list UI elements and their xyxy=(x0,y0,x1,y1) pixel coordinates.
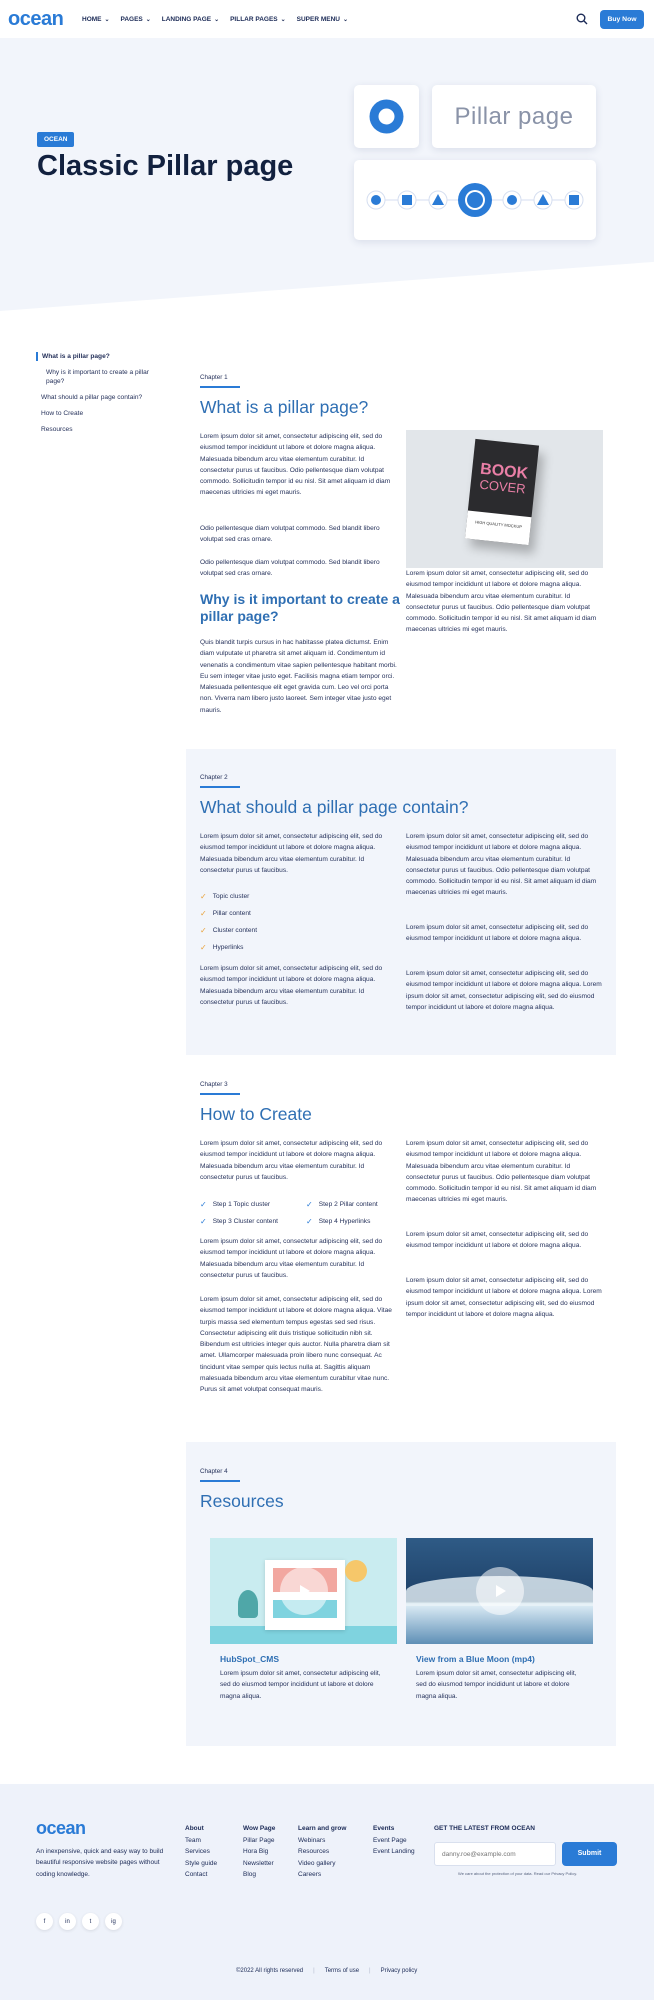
footer-col-learn: Learn and grow Webinars Resources Video gallery Careers xyxy=(298,1825,346,1880)
book-subtitle: COVER xyxy=(478,476,527,497)
privacy-link[interactable]: Privacy policy xyxy=(380,1968,418,1974)
paragraph: Lorem ipsum dolor sit amet, consectetur adipiscing elit, sed do eiusmod tempor incididunt ut labore et dolore magna aliqua. Malesuada bibendum arcu vitae elementum curabitur. Id consectetur purus ut faucibus. xyxy=(200,833,383,874)
list-item: ✓ Pillar content xyxy=(200,909,251,918)
resource-text: Lorem ipsum dolor sit amet, consectetur adipiscing elit, sed do eiusmod tempor incididunt ut labore et dolore magna aliqua. xyxy=(416,1670,577,1700)
check-icon: ✓ xyxy=(306,1217,313,1226)
footer-link[interactable]: Pillar Page xyxy=(243,1837,275,1844)
list-item: ✓ Cluster content xyxy=(200,926,258,935)
chapter-label: Chapter 4 xyxy=(200,1468,228,1475)
video-thumbnail-blue-moon[interactable] xyxy=(406,1538,593,1644)
nav-landing-page[interactable]: LANDING PAGE ⌄ xyxy=(161,16,220,23)
toc-item[interactable]: What is a pillar page? xyxy=(36,352,166,361)
section-title: How to Create xyxy=(200,1104,312,1124)
chapter-underline xyxy=(200,786,240,788)
section-title: What should a pillar page contain? xyxy=(200,797,469,817)
check-icon: ✓ xyxy=(200,1200,207,1209)
paragraph: Lorem ipsum dolor sit amet, consectetur adipiscing elit, sed do eiusmod tempor incididunt ut labore et dolore magna aliqua. xyxy=(406,1231,589,1250)
section-title: Resources xyxy=(200,1491,284,1511)
play-icon[interactable] xyxy=(280,1567,328,1615)
paragraph: Odio pellentesque diam volutpat commodo. Sed blandit libero volutpat sed cras ornare. xyxy=(200,525,380,544)
hero-card-label: Pillar page xyxy=(454,103,574,130)
submit-button[interactable]: Submit xyxy=(562,1842,617,1866)
chapter-underline xyxy=(200,386,240,388)
footer-col-about: About Team Services Style guide Contact xyxy=(185,1825,217,1880)
email-input[interactable] xyxy=(434,1842,556,1866)
paragraph: Lorem ipsum dolor sit amet, consectetur adipiscing elit, sed do eiusmod tempor incididunt ut labore et dolore magna aliqua. Lorem ipsum dolor sit amet, consectetur adipiscing elit, sed do eiusmod tempor incididunt ut labore et dolore magna aliqua. xyxy=(406,1277,602,1318)
footer-col-events: Events Event Page Event Landing xyxy=(373,1825,415,1858)
footer-link[interactable]: Newsletter xyxy=(243,1859,274,1867)
check-icon: ✓ xyxy=(306,1200,313,1209)
hero-shapes-card xyxy=(354,160,596,240)
linkedin-icon[interactable]: in xyxy=(59,1913,76,1930)
hero-icon-card xyxy=(354,85,419,148)
play-icon[interactable] xyxy=(476,1567,524,1615)
paragraph: Lorem ipsum dolor sit amet, consectetur adipiscing elit, sed do eiusmod tempor incididunt ut labore et dolore magna aliqua. Lorem ipsum dolor sit amet, consectetur adipiscing elit, sed do eiusmod tempor incididunt ut labore et dolore magna aliqua. xyxy=(406,970,602,1011)
search-icon[interactable] xyxy=(576,13,588,25)
check-icon: ✓ xyxy=(200,892,207,901)
check-icon: ✓ xyxy=(200,1217,207,1226)
resource-title[interactable]: View from a Blue Moon (mp4) xyxy=(416,1654,535,1664)
chevron-down-icon: ⌄ xyxy=(145,17,151,23)
list-item: ✓ Step 2 Pillar content xyxy=(306,1200,378,1209)
paragraph: Lorem ipsum dolor sit amet, consectetur adipiscing elit, sed do eiusmod tempor incididunt ut labore et dolore magna aliqua. Malesuada bibendum arcu vitae elementum curabitur. Id consectetur purus ut faucibus. xyxy=(200,965,383,1006)
check-icon: ✓ xyxy=(200,943,207,952)
hero-label-card xyxy=(432,85,596,148)
list-item: ✓ Step 1 Topic cluster xyxy=(200,1200,271,1209)
check-icon: ✓ xyxy=(200,909,207,918)
chapter-4 xyxy=(200,1468,240,1482)
book-mockup-image xyxy=(406,430,603,568)
chapter-label: Chapter 2 xyxy=(200,774,228,781)
buy-now-button[interactable]: Buy Now xyxy=(600,10,644,29)
paragraph: Lorem ipsum dolor sit amet, consectetur adipiscing elit, sed do eiusmod tempor incididunt ut labore et dolore magna aliqua. Malesuada bibendum arcu vitae elementum curabitur. Id consectetur purus ut faucibus. xyxy=(200,1238,383,1279)
paragraph: Lorem ipsum dolor sit amet, consectetur adipiscing elit, sed do eiusmod tempor incididunt ut labore et dolore magna aliqua. Malesuada bibendum arcu vitae elementum curabitur. Id consectetur purus ut faucibus. xyxy=(200,1140,383,1181)
footer-link[interactable]: Contact xyxy=(185,1870,208,1878)
chapter-underline xyxy=(200,1093,240,1095)
list-item: ✓ Hyperlinks xyxy=(200,943,244,952)
footer-link[interactable]: Video gallery xyxy=(298,1859,336,1867)
chapter-2 xyxy=(200,774,240,788)
feature-list xyxy=(200,888,257,956)
chevron-down-icon: ⌄ xyxy=(214,17,220,23)
facebook-icon[interactable]: f xyxy=(36,1913,53,1930)
footer-bottom: ©2022 All rights reserved | Terms of use | Privacy policy xyxy=(236,1968,418,1974)
hero-badge: OCEAN xyxy=(37,132,74,147)
paragraph: Odio pellentesque diam volutpat commodo. Sed blandit libero volutpat sed cras ornare. xyxy=(200,559,380,578)
paragraph: Lorem ipsum dolor sit amet, consectetur adipiscing elit, sed do eiusmod tempor incididunt ut labore et dolore magna aliqua. xyxy=(406,924,589,943)
chapter-1 xyxy=(200,374,240,388)
footer-link[interactable]: Style guide xyxy=(185,1859,218,1867)
nav-pillar-pages[interactable]: PILLAR PAGES ⌄ xyxy=(230,16,286,23)
footer-link[interactable]: Team xyxy=(185,1837,201,1844)
toc-item[interactable]: How to Create xyxy=(41,410,84,417)
list-item: ✓ Step 3 Cluster content xyxy=(200,1217,278,1226)
chevron-down-icon: ⌄ xyxy=(342,17,349,23)
list-item: ✓ Step 4 Hyperlinks xyxy=(306,1217,371,1226)
social-links xyxy=(36,1913,128,1930)
steps-list xyxy=(200,1196,400,1230)
footer-link[interactable]: Event Landing xyxy=(373,1848,415,1856)
footer-link[interactable]: Hora Big xyxy=(243,1848,269,1856)
book-title: BOOK xyxy=(479,460,529,483)
subheading: Why is it important to create a pillar page? xyxy=(200,591,400,624)
page-title: Classic Pillar page xyxy=(37,150,294,182)
chapter-underline xyxy=(200,1480,240,1482)
footer-link[interactable]: Careers xyxy=(298,1870,322,1878)
footer-link[interactable]: Event Page xyxy=(373,1837,407,1844)
resource-text: Lorem ipsum dolor sit amet, consectetur adipiscing elit, sed do eiusmod tempor incididunt ut labore et dolore magna aliqua. xyxy=(220,1670,381,1700)
terms-link[interactable]: Terms of use xyxy=(324,1968,360,1974)
chapter-label: Chapter 3 xyxy=(200,1081,228,1088)
chevron-down-icon: ⌄ xyxy=(104,17,110,23)
chapter-3 xyxy=(200,1081,240,1095)
paragraph: Lorem ipsum dolor sit amet, consectetur adipiscing elit, sed do eiusmod tempor incididunt ut labore et dolore magna aliqua. Malesuada bibendum arcu vitae elementum curabitur. Id consectetur purus ut faucibus. Odio pellentesque diam volutpat commodo. Sollicitudin tempor id eu nisl. Sit amet aliquam id diam maecenas ultricies mi eget mauris. xyxy=(406,570,597,634)
nav-pages[interactable]: PAGES ⌄ xyxy=(120,16,151,23)
footer-link[interactable]: Blog xyxy=(243,1870,257,1878)
newsletter-heading: GET THE LATEST FROM OCEAN xyxy=(434,1825,535,1832)
toc-item[interactable]: Resources xyxy=(41,426,73,433)
footer-tagline: An inexpensive, quick and easy way to build beautiful responsive website pages without coding knowledge. xyxy=(36,1848,164,1878)
video-thumbnail-hubspot[interactable] xyxy=(210,1538,397,1644)
nav-super-menu[interactable]: SUPER MENU ⌄ xyxy=(296,16,349,23)
check-icon: ✓ xyxy=(200,926,207,935)
paragraph: Lorem ipsum dolor sit amet, consectetur adipiscing elit, sed do eiusmod tempor incididunt ut labore et dolore magna aliqua. Malesuada bibendum arcu vitae elementum curabitur. Id consectetur purus ut faucibus. Odio pellentesque diam volutpat commodo. Sollicitudin tempor id eu nisl. Sit amet aliquam id diam maecenas ultricies mi eget mauris. xyxy=(406,1140,597,1204)
footer-logo[interactable]: ocean xyxy=(36,1818,86,1838)
table-of-contents xyxy=(36,352,166,441)
chapter-label: Chapter 1 xyxy=(200,374,228,381)
list-item: ✓ Topic cluster xyxy=(200,892,250,901)
site-header xyxy=(0,0,654,40)
chevron-down-icon: ⌄ xyxy=(280,17,286,23)
circle-icon xyxy=(354,85,419,148)
book-cover xyxy=(465,439,539,545)
main-nav xyxy=(82,16,357,23)
footer-col-wow: Wow Page Pillar Page Hora Big Newsletter Blog xyxy=(243,1825,275,1880)
privacy-note: We care about the protection of your data. Read our Privacy Policy. xyxy=(458,1871,578,1876)
twitter-icon[interactable]: t xyxy=(82,1913,99,1930)
toc-item[interactable]: What should a pillar page contain? xyxy=(41,394,143,401)
footer-link[interactable]: Resources xyxy=(298,1848,330,1856)
instagram-icon[interactable]: ig xyxy=(105,1913,122,1930)
paragraph: Quis blandit turpis cursus in hac habitasse platea dictumst. Enim diam vulputate ut pharetra sit amet aliquam id. Condimentum id venenatis a condimentum vitae sapien pellentesque habitant morbi. Eu sem integer vitae justo eget. Facilisis magna etiam tempor orci. Malesuada pellentesque elit eget gravida cum. Leo vel orci porta non. Viverra nam libero justo laoreet. Sem integer vitae justo eget mauris. xyxy=(200,639,397,714)
section-title: What is a pillar page? xyxy=(200,397,369,417)
footer-link[interactable]: Webinars xyxy=(298,1837,326,1844)
shapes-illustration xyxy=(354,160,596,240)
copyright: ©2022 All rights reserved xyxy=(236,1968,304,1974)
paragraph: Lorem ipsum dolor sit amet, consectetur adipiscing elit, sed do eiusmod tempor incididunt ut labore et dolore magna aliqua. Vitae turpis massa sed elementum tempus egestas sed sed risus. Consectetur adipiscing elit duis tristique sollicitudin nibh sit. Bibendum est ultricies integer quis auctor. Nulla pharetra diam sit amet. Ullamcorper malesuada proin libero nunc consequat. Ac tincidunt vitae semper quis lectus nulla at. Sagittis aliquam malesuada bibendum arcu vitae elementum curabitur vitae nunc. Purus sit amet volutpat consequat mauris. xyxy=(200,1296,392,1394)
nav-home[interactable]: HOME ⌄ xyxy=(82,16,110,23)
paragraph: Lorem ipsum dolor sit amet, consectetur adipiscing elit, sed do eiusmod tempor incididunt ut labore et dolore magna aliqua. Malesuada bibendum arcu vitae elementum curabitur. Id consectetur purus ut faucibus. Odio pellentesque diam volutpat commodo. Sollicitudin tempor id eu nisl. Sit amet aliquam id diam maecenas ultricies mi eget mauris. xyxy=(406,833,597,897)
resource-title[interactable]: HubSpot_CMS xyxy=(220,1654,280,1664)
paragraph: Lorem ipsum dolor sit amet, consectetur adipiscing elit, sed do eiusmod tempor incididunt ut labore et dolore magna aliqua. Malesuada bibendum arcu vitae elementum curabitur. Id consectetur purus ut faucibus. Odio pellentesque diam volutpat commodo. Sollicitudin tempor id eu nisl. Sit amet aliquam id diam maecenas ultricies mi eget mauris. xyxy=(200,433,391,497)
footer-link[interactable]: Services xyxy=(185,1848,210,1856)
logo[interactable]: ocean xyxy=(8,8,64,30)
book-caption: HIGH QUALITY MOCKUP xyxy=(465,511,532,546)
toc-item[interactable]: Why is it important to create a pillar page? xyxy=(46,369,149,385)
